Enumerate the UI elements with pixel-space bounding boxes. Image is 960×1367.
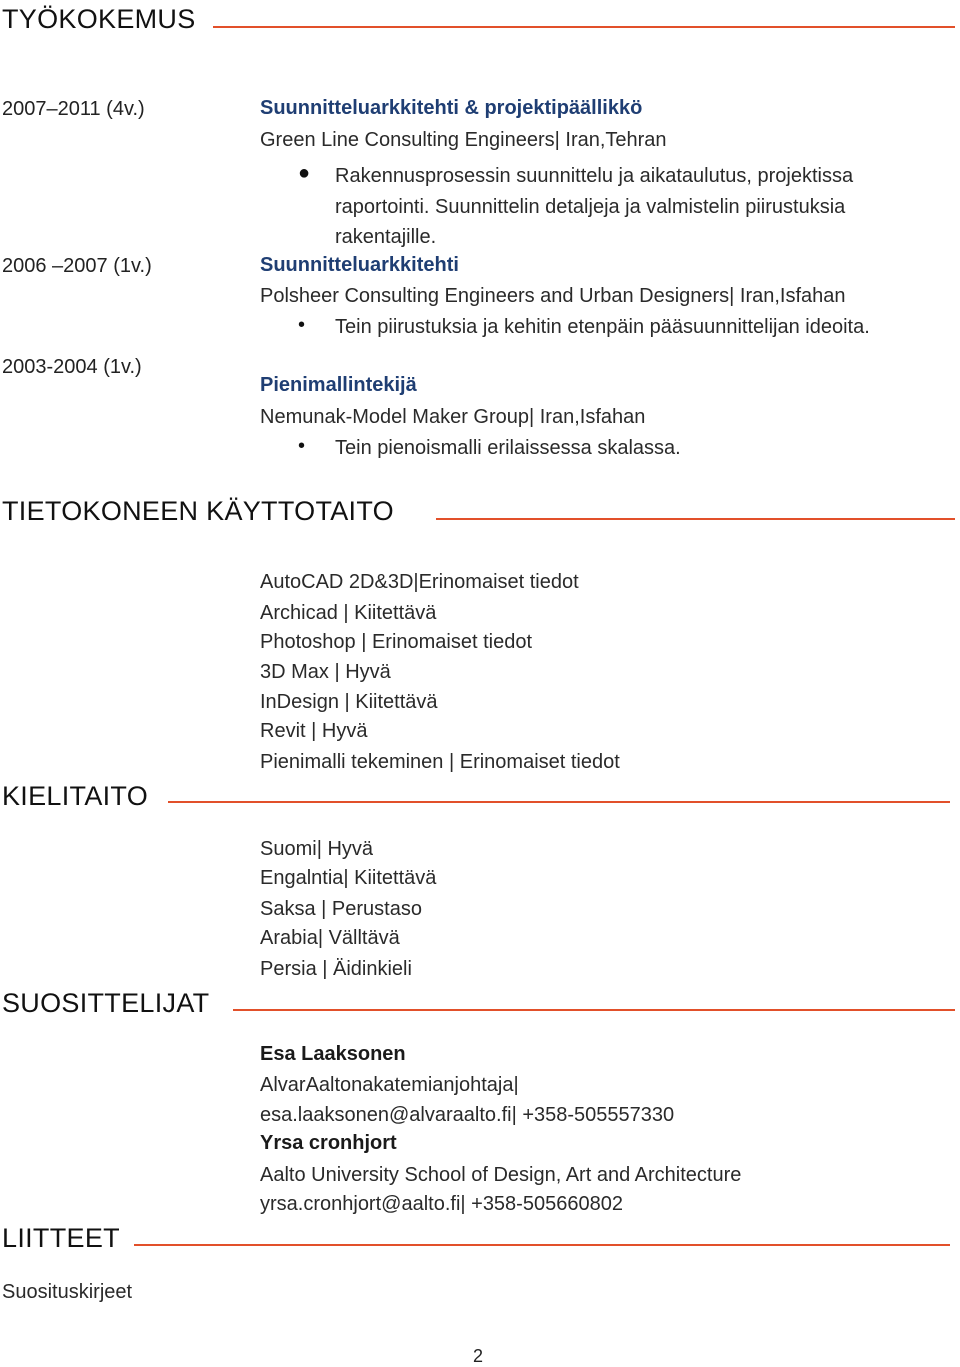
job-period: 2003-2004 (1v.) <box>2 356 142 378</box>
job-bullet-line: Tein pienoismalli erilaissessa skalassa. <box>335 437 681 459</box>
language-item: Arabia| Välltävä <box>260 927 400 949</box>
computer-skill-item: Photoshop | Erinomaiset tiedot <box>260 631 533 653</box>
job-bullet-line: rakentajille. <box>335 226 437 248</box>
language-item: Suomi| Hyvä <box>260 838 374 860</box>
reference-line: yrsa.cronhjort@aalto.fi| +358-505660802 <box>260 1193 623 1215</box>
section-rule-computer <box>436 518 955 520</box>
section-rule-languages <box>168 801 950 803</box>
reference-name: Yrsa cronhjort <box>260 1132 397 1154</box>
job-period: 2007–2011 (4v.) <box>2 98 145 120</box>
attachment-item: Suosituskirjeet <box>2 1281 133 1303</box>
computer-skill-item: Revit | Hyvä <box>260 720 368 742</box>
reference-line: AlvarAaltonakatemianjohtaja| <box>260 1074 519 1096</box>
section-heading-languages: KIELITAITO <box>2 781 149 811</box>
computer-skill-item: Pienimalli tekeminen | Erinomaiset tiedot <box>260 751 620 773</box>
job-bullet-line: raportointi. Suunnittelin detaljeja ja valmistelin piirustuksia <box>335 196 846 218</box>
job-title: Pienimallintekijä <box>260 374 417 396</box>
computer-skill-item: Archicad | Kiitettävä <box>260 602 437 624</box>
reference-line: Aalto University School of Design, Art and Architecture <box>260 1164 742 1186</box>
job-title: Suunnitteluarkkitehti & projektipäällikkö <box>260 97 643 119</box>
section-heading-computer: TIETOKONEEN KÄYTTOTAITO <box>2 496 394 526</box>
section-heading-work: TYÖKOKEMUS <box>2 4 196 34</box>
language-item: Engalntia| Kiitettävä <box>260 867 437 889</box>
section-heading-attachments: LIITTEET <box>2 1223 120 1253</box>
computer-skill-item: AutoCAD 2D&3D|Erinomaiset tiedot <box>260 571 579 593</box>
bullet-icon: • <box>298 314 306 336</box>
job-company: Green Line Consulting Engineers| Iran,Tehran <box>260 129 667 151</box>
job-company: Nemunak-Model Maker Group| Iran,Isfahan <box>260 406 646 428</box>
section-rule-references <box>233 1009 955 1011</box>
language-item: Saksa | Perustaso <box>260 898 422 920</box>
job-title: Suunnitteluarkkitehti <box>260 254 459 276</box>
reference-name: Esa Laaksonen <box>260 1043 406 1065</box>
job-bullet-line: Rakennusprosessin suunnittelu ja aikataulutus, projektissa <box>335 165 854 187</box>
section-rule-work <box>213 26 955 28</box>
computer-skill-item: InDesign | Kiitettävä <box>260 691 438 713</box>
computer-skill-item: 3D Max | Hyvä <box>260 661 391 683</box>
language-item: Persia | Äidinkieli <box>260 958 412 980</box>
section-heading-references: SUOSITTELIJAT <box>2 988 210 1018</box>
bullet-icon: • <box>298 435 306 457</box>
job-period: 2006 –2007 (1v.) <box>2 255 152 277</box>
section-rule-attachments <box>134 1244 950 1246</box>
page-number: 2 <box>473 1346 484 1366</box>
bullet-icon: ● <box>298 162 311 184</box>
job-bullet-line: Tein piirustuksia ja kehitin etenpäin pääsuunnittelijan ideoita. <box>335 316 870 338</box>
job-company: Polsheer Consulting Engineers and Urban Designers| Iran,Isfahan <box>260 285 846 307</box>
reference-line: esa.laaksonen@alvaraalto.fi| +358-505557330 <box>260 1104 675 1126</box>
